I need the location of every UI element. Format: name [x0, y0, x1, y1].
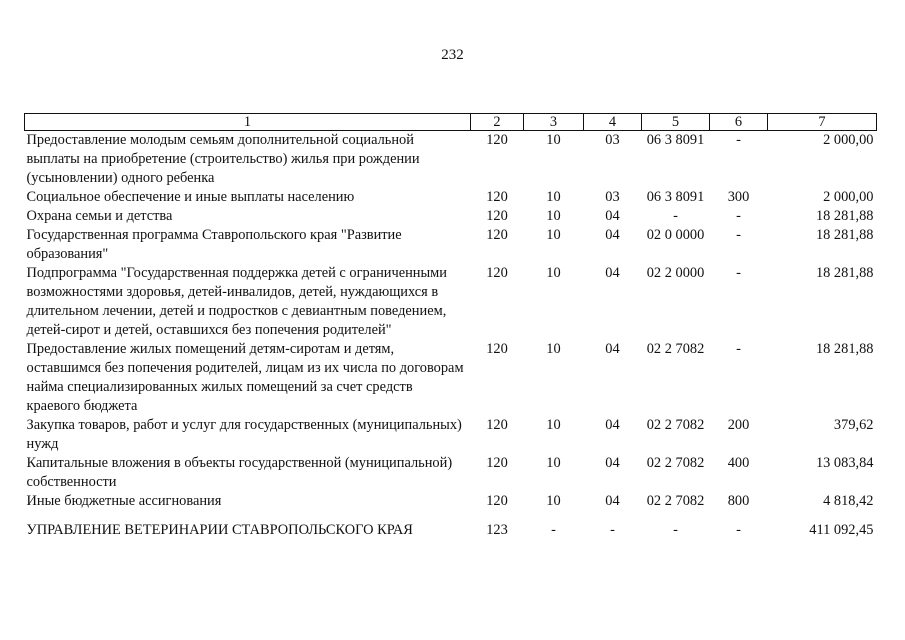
row-name: Государственная программа Ставропольского края "Развитие образования": [26, 227, 402, 262]
row-code-3: 10: [546, 189, 561, 205]
row-amount: 18 281,88: [815, 227, 874, 243]
row-code-5: 02 2 0000: [646, 265, 705, 281]
row-code-4: 04: [605, 341, 620, 357]
row-code-6: -: [736, 132, 741, 148]
table-row: [25, 188, 877, 207]
row-name: Иные бюджетные ассигнования: [26, 493, 222, 509]
table-row: [25, 416, 877, 454]
table-row: [25, 340, 877, 416]
row-name: Предоставление жилых помещений детям-сиротам и детям, оставшимся без попечения родителей, лицам из их числа по договорам найма специализированных жилых помещений за счет средств краевого бюджета: [26, 341, 464, 414]
row-amount: 411 092,45: [809, 522, 874, 538]
row-code-2: 120: [486, 132, 508, 148]
row-code-5: 02 0 0000: [646, 227, 705, 243]
row-code-3: 10: [546, 341, 561, 357]
table-row: [25, 454, 877, 492]
row-code-5: 02 2 7082: [646, 417, 705, 433]
row-code-3: 10: [546, 227, 561, 243]
table-row: [25, 131, 877, 189]
row-code-6: -: [736, 208, 741, 224]
row-code-5: 02 2 7082: [646, 493, 705, 509]
row-code-6: -: [736, 341, 741, 357]
row-amount: 2 000,00: [823, 189, 874, 205]
row-amount: 2 000,00: [823, 132, 874, 148]
row-name: Предоставление молодым семьям дополнительной социальной выплаты на приобретение (строительство) жилья при рождении (усыновлении) одного ребенка: [26, 132, 420, 186]
row-name: Закупка товаров, работ и услуг для государственных (муниципальных) нужд: [26, 417, 462, 452]
table-row: [25, 492, 877, 511]
row-name: Подпрограмма "Государственная поддержка детей с ограниченными возможностями здоровья, детей-инвалидов, детей, нуждающихся в длительном лечении, детей и подростков с девиантным поведением, детей-сирот и детей, оставшихся без попечения родителей": [26, 265, 447, 338]
row-code-2: 120: [486, 208, 508, 224]
row-code-3: -: [551, 522, 556, 538]
row-code-2: 120: [486, 189, 508, 205]
column-header-2: 2: [471, 114, 524, 131]
column-header-7: 7: [768, 114, 877, 131]
row-code-5: -: [673, 522, 678, 538]
row-code-3: 10: [546, 208, 561, 224]
row-code-2: 120: [486, 417, 508, 433]
row-code-4: 04: [605, 208, 620, 224]
table-row: [25, 207, 877, 226]
row-name: Охрана семьи и детства: [26, 208, 173, 224]
column-header-3: 3: [524, 114, 584, 131]
row-code-5: 06 3 8091: [646, 132, 705, 148]
row-amount: 18 281,88: [815, 341, 874, 357]
row-code-3: 10: [546, 265, 561, 281]
row-amount: 13 083,84: [815, 455, 874, 471]
page-number: 232: [441, 47, 464, 63]
row-code-6: -: [736, 265, 741, 281]
table-header-row: [25, 114, 877, 131]
row-code-5: -: [673, 208, 678, 224]
row-code-3: 10: [546, 132, 561, 148]
row-code-4: -: [610, 522, 615, 538]
row-code-4: 04: [605, 265, 620, 281]
row-name: Капитальные вложения в объекты государственной (муниципальной) собственности: [26, 455, 453, 490]
row-code-5: 02 2 7082: [646, 455, 705, 471]
row-name: УПРАВЛЕНИЕ ВЕТЕРИНАРИИ СТАВРОПОЛЬСКОГО КРАЯ: [26, 522, 413, 538]
row-amount: 18 281,88: [815, 208, 874, 224]
row-amount: 18 281,88: [815, 265, 874, 281]
row-code-2: 120: [486, 227, 508, 243]
row-code-3: 10: [546, 455, 561, 471]
row-code-5: 02 2 7082: [646, 341, 705, 357]
column-header-1: 1: [25, 114, 471, 131]
row-code-2: 120: [486, 265, 508, 281]
column-header-5: 5: [642, 114, 710, 131]
row-code-4: 03: [605, 189, 620, 205]
row-code-6: -: [736, 522, 741, 538]
row-code-6: 200: [727, 417, 750, 433]
table-row: [25, 264, 877, 340]
row-amount: 4 818,42: [823, 493, 874, 509]
row-code-4: 04: [605, 417, 620, 433]
row-code-6: 800: [727, 493, 750, 509]
row-code-4: 04: [605, 493, 620, 509]
row-code-2: 120: [486, 493, 508, 509]
row-code-3: 10: [546, 493, 561, 509]
row-code-4: 03: [605, 132, 620, 148]
column-header-4: 4: [584, 114, 642, 131]
row-amount: 379,62: [833, 417, 874, 433]
row-code-2: 120: [486, 455, 508, 471]
row-code-3: 10: [546, 417, 561, 433]
row-code-2: 123: [486, 522, 508, 538]
row-code-6: -: [736, 227, 741, 243]
row-code-6: 300: [727, 189, 750, 205]
table-row: [25, 511, 877, 540]
row-code-6: 400: [727, 455, 750, 471]
row-code-5: 06 3 8091: [646, 189, 705, 205]
row-name: Социальное обеспечение и иные выплаты населению: [26, 189, 355, 205]
row-code-4: 04: [605, 227, 620, 243]
column-header-6: 6: [710, 114, 768, 131]
row-code-2: 120: [486, 341, 508, 357]
row-code-4: 04: [605, 455, 620, 471]
budget-table: [24, 113, 877, 540]
table-row: [25, 226, 877, 264]
